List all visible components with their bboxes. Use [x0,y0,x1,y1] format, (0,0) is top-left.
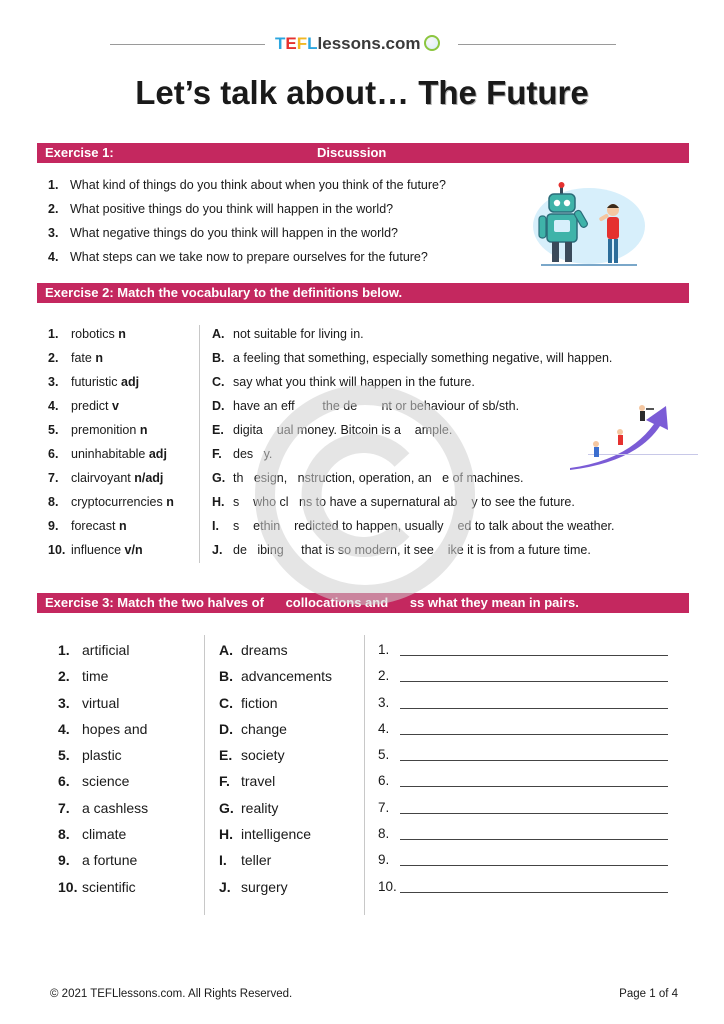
definition-text: a feeling that something, especially something negative, will happen. [233,351,613,365]
part-of-speech: n [118,327,126,341]
answer-line[interactable] [378,640,670,666]
vocab-number: 10. [48,543,66,557]
answer-line[interactable] [378,877,670,903]
answer-blank[interactable] [400,879,668,893]
definition-item [212,517,682,541]
robot-illustration [527,180,645,268]
definition-letter: B. [212,351,225,365]
title-topic: The Future [418,74,589,111]
answer-line[interactable] [378,693,670,719]
vocab-word: forecast [71,519,116,533]
question-text: What kind of things do you think about when you think of the future? [70,178,446,192]
answer-line[interactable] [378,666,670,692]
collocation-second-item [219,798,359,824]
collocation-text: society [241,747,285,764]
collocation-first-item [58,771,198,797]
collocation-number: 6. [58,773,70,790]
collocation-text: a cashless [82,799,149,816]
column-divider [199,325,200,563]
collocation-text: hopes and [82,720,148,737]
vocab-number: 3. [48,375,59,389]
question-number: 3. [48,226,59,240]
vocab-item [48,421,198,445]
question-item [48,200,518,224]
answer-number: 3. [378,694,390,710]
collocation-second-item [219,771,359,797]
page-number: Page 1 of 4 [619,988,678,1000]
definition-item [212,541,682,565]
collocation-first-item [58,877,198,903]
collocation-text: science [82,773,130,790]
brand-letter-e: E [285,34,297,53]
definition-text: th esign, nstruction, operation, an e of machines. [233,471,524,485]
answer-blank[interactable] [400,721,668,735]
definition-letter: I. [212,519,219,533]
collocation-first-item [58,693,198,719]
definition-letter: F. [212,447,222,461]
column-divider [364,635,365,915]
collocation-text: time [82,668,109,685]
definition-letter: J. [212,543,223,557]
growth-arrow-illustration [568,398,700,472]
part-of-speech: n [139,423,148,437]
collocation-text: fiction [241,694,278,711]
answer-line[interactable] [378,798,670,824]
collocation-second-item [219,850,359,876]
collocation-number: 7. [58,799,70,816]
answer-line[interactable] [378,745,670,771]
brand-name-rest: lessons.com [317,34,421,53]
collocation-text: artificial [82,642,130,658]
brand-header [110,32,616,56]
vocab-word: futuristic [71,375,118,389]
definition-item [212,349,682,373]
vocab-word: predict [71,399,109,413]
exercise2-header [37,283,689,303]
collocation-first-item [58,745,198,771]
title-lead: Let’s talk about… [135,74,419,111]
question-text: What negative things do you think will happen in the world? [70,226,398,240]
definition-item [212,373,682,397]
definition-text: say what you think will happen in the future. [233,375,475,389]
collocation-first-item [58,850,198,876]
exercise1-heading: Discussion [317,145,387,160]
collocation-number: 2. [58,668,70,685]
answer-number: 4. [378,720,390,736]
collocation-second-item [219,666,359,692]
answer-number: 2. [378,668,390,684]
collocation-text: dreams [241,642,288,658]
collocation-text: teller [241,852,272,869]
definition-item [212,469,682,493]
definition-letter: A. [212,327,225,341]
collocation-text: change [241,720,287,737]
vocab-word: premonition [71,423,137,437]
question-text: What steps can we take now to prepare ourselves for the future? [70,250,428,264]
collocation-text: plastic [82,747,122,764]
definition-text: have an eff the de nt or behaviour of sb/sth. [233,399,520,413]
vocab-number: 9. [48,519,59,533]
page-title [0,74,724,112]
answer-lines [378,640,670,903]
collocation-number: 1. [58,642,70,658]
vocab-item [48,349,198,373]
collocation-number: 8. [58,826,70,843]
brand-letter-t: T [275,34,286,53]
part-of-speech: n [118,519,127,533]
part-of-speech: adj [121,375,140,389]
collocation-number: 10. [58,878,78,895]
vocab-word: influence [71,543,122,557]
collocation-first-item [58,640,198,666]
vocab-item [48,445,198,469]
part-of-speech: n [95,351,103,365]
answer-blank[interactable] [400,852,668,866]
brand-divider-right [458,44,616,45]
collocation-first-item [58,719,198,745]
vocab-number: 6. [48,447,59,461]
collocation-number: 4. [58,720,70,737]
vocab-item [48,373,198,397]
vocab-item [48,493,198,517]
collocation-first-item [58,666,198,692]
definition-item [212,493,682,517]
collocation-second-item [219,824,359,850]
question-number: 4. [48,250,59,264]
collocation-second-halves [219,640,359,903]
brand-logo [275,32,455,56]
collocation-text: a fortune [82,852,138,869]
vocab-item [48,325,198,349]
part-of-speech: adj [148,447,167,461]
collocation-letter: I. [219,852,227,869]
collocation-letter: B. [219,668,233,685]
definition-letter: C. [212,375,225,389]
answer-line[interactable] [378,719,670,745]
answer-line[interactable] [378,771,670,797]
answer-number: 1. [378,642,390,657]
collocation-text: reality [241,799,279,816]
vocabulary-list [48,325,198,565]
exercise3-header [37,593,689,613]
vocab-item [48,541,198,565]
collocation-text: scientific [82,878,136,895]
collocation-letter: C. [219,694,233,711]
collocation-number: 9. [58,852,70,869]
definition-text: de ibing that is so modern, it see ike it is from a future time. [233,543,591,557]
question-number: 1. [48,178,59,192]
answer-number: 5. [378,747,390,763]
answer-number: 9. [378,852,390,868]
definition-letter: G. [212,471,226,485]
collocation-second-item [219,640,359,666]
collocation-second-item [219,745,359,771]
answer-blank[interactable] [400,826,668,840]
definition-text: des y. [233,447,273,461]
answer-blank[interactable] [400,695,668,709]
collocation-second-item [219,693,359,719]
part-of-speech: n/adj [134,471,164,485]
column-divider [204,635,205,915]
collocation-text: intelligence [241,826,312,843]
collocation-text: virtual [82,694,120,711]
answer-number: 7. [378,799,390,815]
footer-copyright: © 2021 TEFLlessons.com. All Rights Reserved. [50,988,293,1000]
collocation-letter: H. [219,826,233,843]
vocab-word: fate [71,351,92,365]
question-item [48,224,518,248]
globe-icon [424,35,440,51]
vocab-item [48,469,198,493]
collocation-number: 3. [58,694,70,711]
answer-line[interactable] [378,824,670,850]
answer-line[interactable] [378,850,670,876]
collocation-text: climate [82,826,127,843]
definition-text: s who cl ns to have a supernatural ab y to see the future. [233,495,575,509]
definition-letter: H. [212,495,225,509]
definition-text: s ethin redicted to happen, usually ed to talk about the weather. [233,519,615,533]
definition-letter: D. [212,399,225,413]
exercise3-label: Exercise 3: Match the two halves of collocations and ss what they mean in pairs. [45,595,579,610]
exercise1-header [37,143,689,163]
collocation-text: advancements [241,668,333,685]
collocation-letter: A. [219,642,233,658]
part-of-speech: n [166,495,174,509]
exercise2-label: Exercise 2: Match the vocabulary to the definitions below. [45,285,403,300]
definition-letter: E. [212,423,224,437]
part-of-speech: v/n [124,543,143,557]
question-item [48,248,518,272]
question-text: What positive things do you think will happen in the world? [70,202,394,216]
collocation-first-item [58,824,198,850]
answer-blank[interactable] [400,773,668,787]
answer-number: 10. [378,878,397,894]
collocation-number: 5. [58,747,70,764]
vocab-number: 4. [48,399,59,413]
discussion-questions [48,176,518,272]
vocab-number: 7. [48,471,59,485]
answer-blank[interactable] [400,642,668,656]
definition-text: digita ual money. Bitcoin is a ample. [233,423,453,437]
vocab-word: robotics [71,327,115,341]
collocation-letter: E. [219,747,233,764]
answer-number: 8. [378,826,390,842]
vocab-number: 5. [48,423,59,437]
definition-item [212,325,682,349]
exercise1-label: Exercise 1: [45,145,114,160]
collocation-letter: F. [219,773,230,790]
collocation-first-item [58,798,198,824]
vocab-item [48,517,198,541]
collocation-second-item [219,719,359,745]
vocab-word: clairvoyant [71,471,131,485]
definition-text: not suitable for living in. [233,327,364,341]
answer-blank[interactable] [400,668,668,682]
answer-blank[interactable] [400,747,668,761]
collocation-text: travel [241,773,276,790]
collocation-letter: J. [219,878,231,895]
vocab-item [48,397,198,421]
vocab-number: 8. [48,495,59,509]
brand-divider-left [110,44,265,45]
brand-letter-l: L [307,34,318,53]
collocation-first-halves [58,640,198,903]
collocation-letter: G. [219,799,234,816]
vocab-word: uninhabitable [71,447,146,461]
vocab-number: 1. [48,327,59,341]
vocab-word: cryptocurrencies [71,495,163,509]
collocation-second-item [219,877,359,903]
brand-letter-f: F [296,34,308,53]
answer-number: 6. [378,773,390,789]
part-of-speech: v [112,399,119,413]
question-number: 2. [48,202,59,216]
collocation-text: surgery [241,878,288,895]
collocation-letter: D. [219,720,233,737]
vocab-number: 2. [48,351,59,365]
answer-blank[interactable] [400,800,668,814]
question-item [48,176,518,200]
